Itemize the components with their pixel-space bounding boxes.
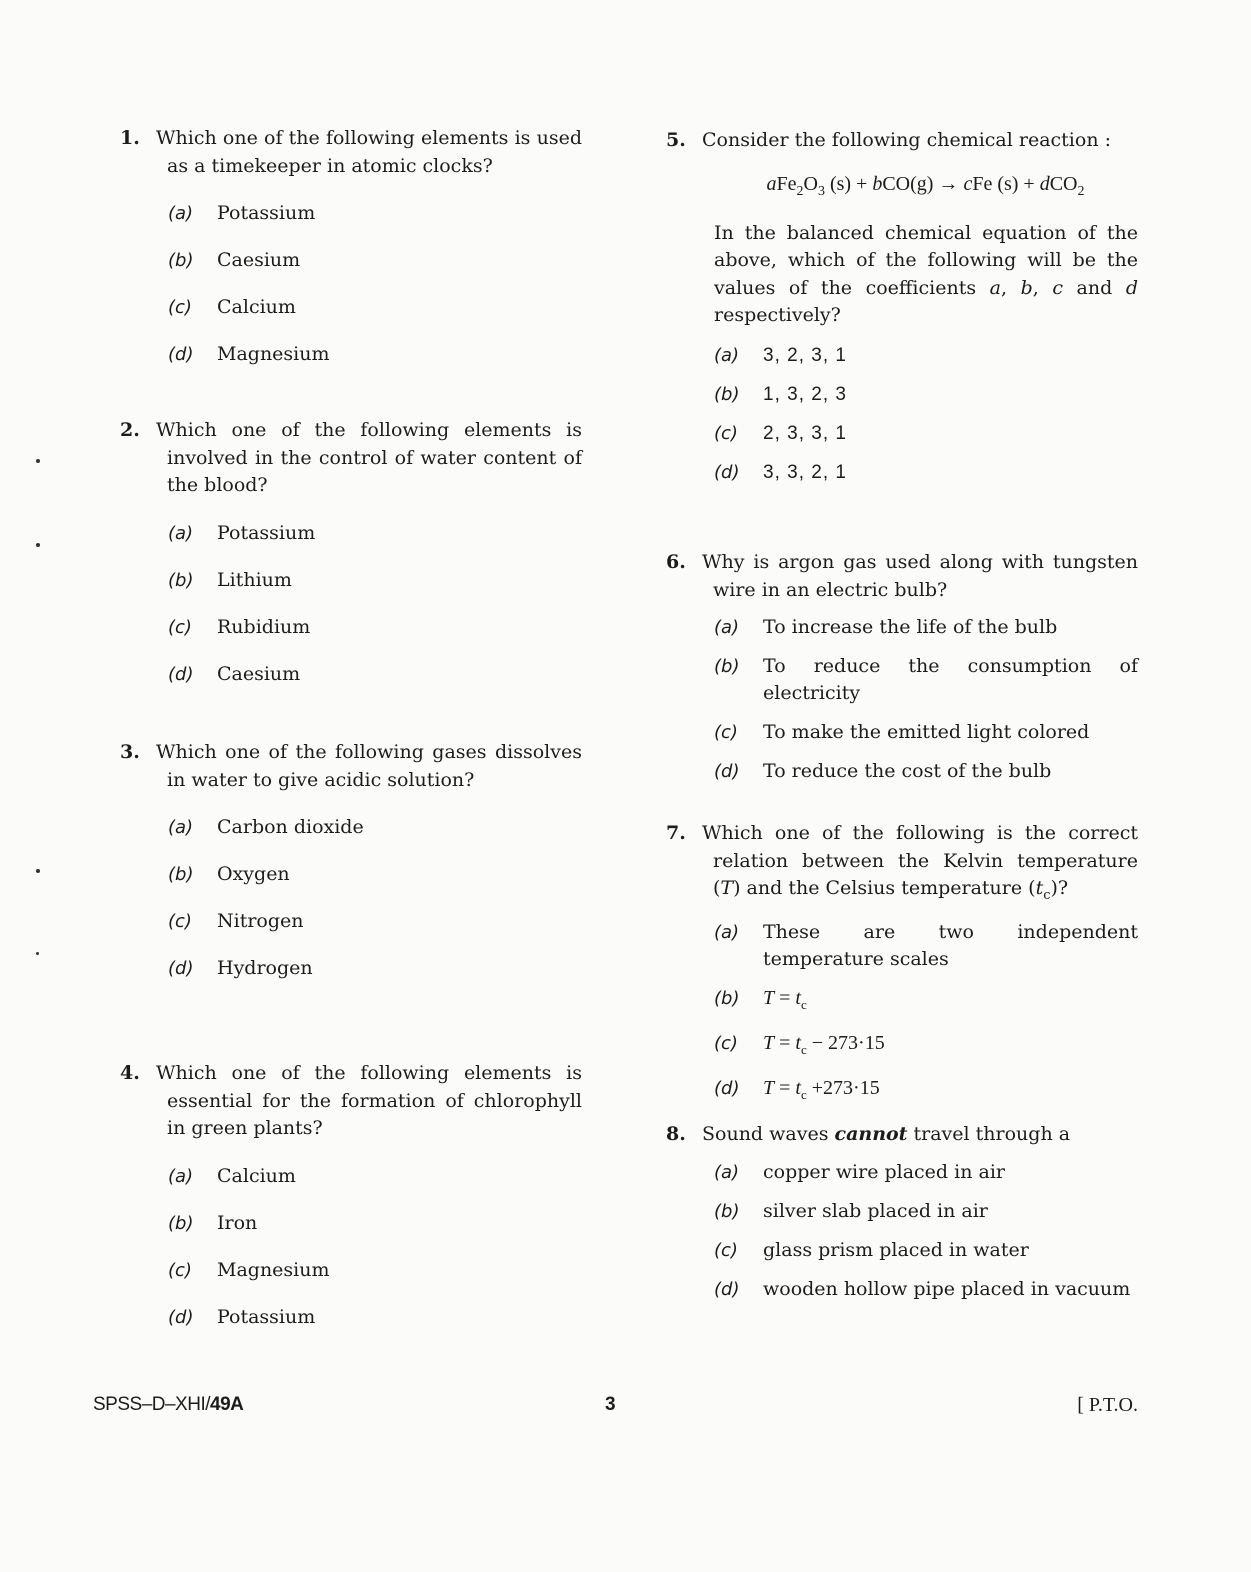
option-formula: $T = t_c +273\cdot 15$ (763, 1077, 880, 1103)
question-number: 2. (120, 419, 140, 441)
question-stem-continued: In the balanced chemical equation of the above, which of the following will be the values of the coefficients a, b, c and d respectively? (714, 221, 1138, 326)
question-stem: Which one of the following elements is involved in the control of water content of the blood? (156, 419, 582, 496)
option-b[interactable] (120, 567, 582, 594)
question-number: 5. (666, 129, 686, 151)
page-footer (93, 1394, 1138, 1420)
question-4 (120, 1060, 582, 1331)
question-stem: Which one of the following elements is essential for the formation of chlorophyll in green plants? (156, 1062, 582, 1139)
option-text: Iron (217, 1211, 258, 1234)
option-d[interactable] (120, 661, 582, 688)
option-formula: $T = t_c - 273\cdot 15$ (763, 1032, 885, 1058)
options-list (666, 919, 1138, 1108)
scan-artifact (36, 543, 40, 547)
option-text: Carbon dioxide (217, 816, 364, 838)
option-b[interactable] (666, 1198, 1138, 1225)
question-7 (666, 820, 1138, 1108)
option-label: (c) (168, 911, 192, 932)
question-6 (666, 549, 1138, 785)
option-text: glass prism placed in water (763, 1238, 1029, 1261)
option-label: (a) (714, 344, 740, 366)
option-label: (c) (714, 1033, 738, 1055)
option-text: To make the emitted light colored (763, 721, 1090, 743)
options-list (666, 1159, 1138, 1303)
options-list (120, 814, 582, 982)
option-c[interactable] (120, 908, 582, 935)
option-a[interactable] (666, 1159, 1138, 1186)
options-list (120, 1163, 582, 1331)
option-label: (a) (714, 922, 740, 944)
option-text: Oxygen (217, 863, 290, 885)
chemical-equation: $aFe_2O_3$ (s) + bCO(g) → cFe (s) + dCO$_2$ (766, 172, 1085, 199)
option-label: (b) (714, 383, 740, 405)
option-label: (c) (168, 1259, 192, 1281)
option-b[interactable] (120, 247, 582, 274)
option-b[interactable] (120, 861, 582, 888)
option-label: (a) (168, 817, 194, 838)
option-label: (c) (168, 616, 192, 638)
question-number: 3. (120, 741, 140, 763)
option-d[interactable] (120, 1304, 582, 1331)
option-label: (a) (168, 1165, 194, 1187)
option-text: silver slab placed in air (763, 1199, 988, 1222)
option-label: (a) (168, 203, 194, 224)
option-c[interactable] (120, 1257, 582, 1284)
option-label: (b) (714, 1200, 740, 1222)
option-c[interactable] (666, 1030, 1138, 1063)
option-c[interactable] (666, 719, 1138, 746)
scan-artifact (36, 952, 39, 955)
option-c[interactable] (666, 1237, 1138, 1264)
options-list (666, 342, 1138, 486)
option-d[interactable] (666, 758, 1138, 785)
option-text: Calcium (217, 1164, 296, 1187)
option-text: 2, 3, 3, 1 (763, 422, 847, 444)
option-a[interactable] (666, 919, 1138, 973)
option-text: Hydrogen (217, 957, 313, 979)
option-text: These are two independent temperature scales (763, 921, 1138, 971)
question-stem: Which one of the following elements is used as a timekeeper in atomic clocks? (156, 127, 582, 177)
option-label: (d) (168, 958, 194, 979)
option-c[interactable] (666, 420, 1138, 447)
option-b[interactable] (666, 381, 1138, 408)
option-text: 3, 2, 3, 1 (763, 344, 847, 366)
emphasis-text: cannot (834, 1123, 908, 1145)
option-text: Rubidium (217, 615, 311, 638)
option-d[interactable] (666, 1075, 1138, 1108)
option-label: (b) (168, 250, 194, 271)
option-label: (b) (168, 864, 194, 885)
option-c[interactable] (120, 294, 582, 321)
option-label: (c) (714, 422, 738, 444)
option-label: (c) (168, 297, 192, 318)
option-text: Potassium (217, 1305, 316, 1328)
option-label: (d) (714, 1278, 740, 1300)
option-label: (a) (168, 522, 194, 544)
option-a[interactable] (120, 1163, 582, 1190)
question-number: 6. (666, 551, 686, 573)
page-number: 3 (605, 1394, 616, 1415)
question-number: 4. (120, 1062, 140, 1084)
question-5 (666, 127, 1138, 486)
question-3 (120, 739, 582, 982)
question-1 (120, 125, 582, 368)
option-label: (a) (714, 617, 740, 638)
option-a[interactable] (120, 814, 582, 841)
option-text: Calcium (217, 296, 296, 318)
option-label: (b) (714, 656, 740, 677)
option-text: 1, 3, 2, 3 (763, 383, 847, 405)
option-text: To reduce the consumption of electricity (763, 655, 1138, 704)
option-label: (c) (714, 1239, 738, 1261)
option-d[interactable] (120, 955, 582, 982)
option-text: 3, 3, 2, 1 (763, 461, 847, 483)
pto-label: [ P.T.O. (1077, 1394, 1138, 1416)
question-2 (120, 417, 582, 688)
option-text: Caesium (217, 662, 301, 685)
options-list (120, 200, 582, 368)
option-label: (d) (714, 1078, 740, 1100)
options-list (666, 614, 1138, 785)
option-text: Potassium (217, 202, 316, 224)
option-d[interactable] (120, 341, 582, 368)
option-a[interactable] (666, 614, 1138, 641)
option-text: wooden hollow pipe placed in vacuum (763, 1277, 1131, 1300)
option-text: Magnesium (217, 343, 330, 365)
question-stem: Which one of the following is the correct relation between the Kelvin temperature (T) and the Celsius temperature $(t_c)$? (702, 822, 1138, 903)
scan-artifact (36, 459, 40, 463)
option-label: (d) (168, 663, 194, 685)
question-stem: Consider the following chemical reaction : (702, 129, 1111, 151)
option-d[interactable] (666, 1276, 1138, 1303)
option-b[interactable] (120, 1210, 582, 1237)
question-stem: Why is argon gas used along with tungsten wire in an electric bulb? (702, 551, 1138, 601)
option-label: (c) (714, 722, 738, 743)
scan-artifact (36, 869, 40, 873)
option-text: Lithium (217, 568, 292, 591)
option-label: (d) (714, 761, 740, 782)
option-d[interactable] (666, 459, 1138, 486)
option-label: (d) (168, 1306, 194, 1328)
question-number: 8. (666, 1123, 686, 1145)
option-text: Caesium (217, 249, 301, 271)
option-label: (d) (714, 461, 740, 483)
option-b[interactable] (666, 985, 1138, 1018)
question-stem: Sound waves cannot travel through a (702, 1123, 1071, 1145)
option-a[interactable] (666, 342, 1138, 369)
option-text: To reduce the cost of the bulb (763, 760, 1052, 782)
question-number: 1. (120, 127, 140, 149)
option-a[interactable] (120, 200, 582, 227)
option-label: (a) (714, 1161, 740, 1183)
option-label: (b) (168, 569, 194, 591)
option-formula: $T = t_c$ (763, 987, 807, 1013)
option-text: Potassium (217, 521, 316, 544)
option-b[interactable] (666, 653, 1138, 707)
option-text: copper wire placed in air (763, 1160, 1005, 1183)
option-a[interactable] (120, 520, 582, 547)
option-label: (b) (168, 1212, 194, 1234)
option-text: Nitrogen (217, 910, 304, 932)
option-text: Magnesium (217, 1258, 330, 1281)
option-text: To increase the life of the bulb (763, 616, 1058, 638)
option-c[interactable] (120, 614, 582, 641)
options-list (120, 520, 582, 688)
question-stem: Which one of the following gases dissolves in water to give acidic solution? (156, 741, 582, 791)
question-number: 7. (666, 822, 686, 844)
paper-code: SPSS–D–XHI/49A (93, 1394, 244, 1415)
question-8 (666, 1121, 1138, 1303)
option-label: (d) (168, 344, 194, 365)
option-label: (b) (714, 988, 740, 1010)
